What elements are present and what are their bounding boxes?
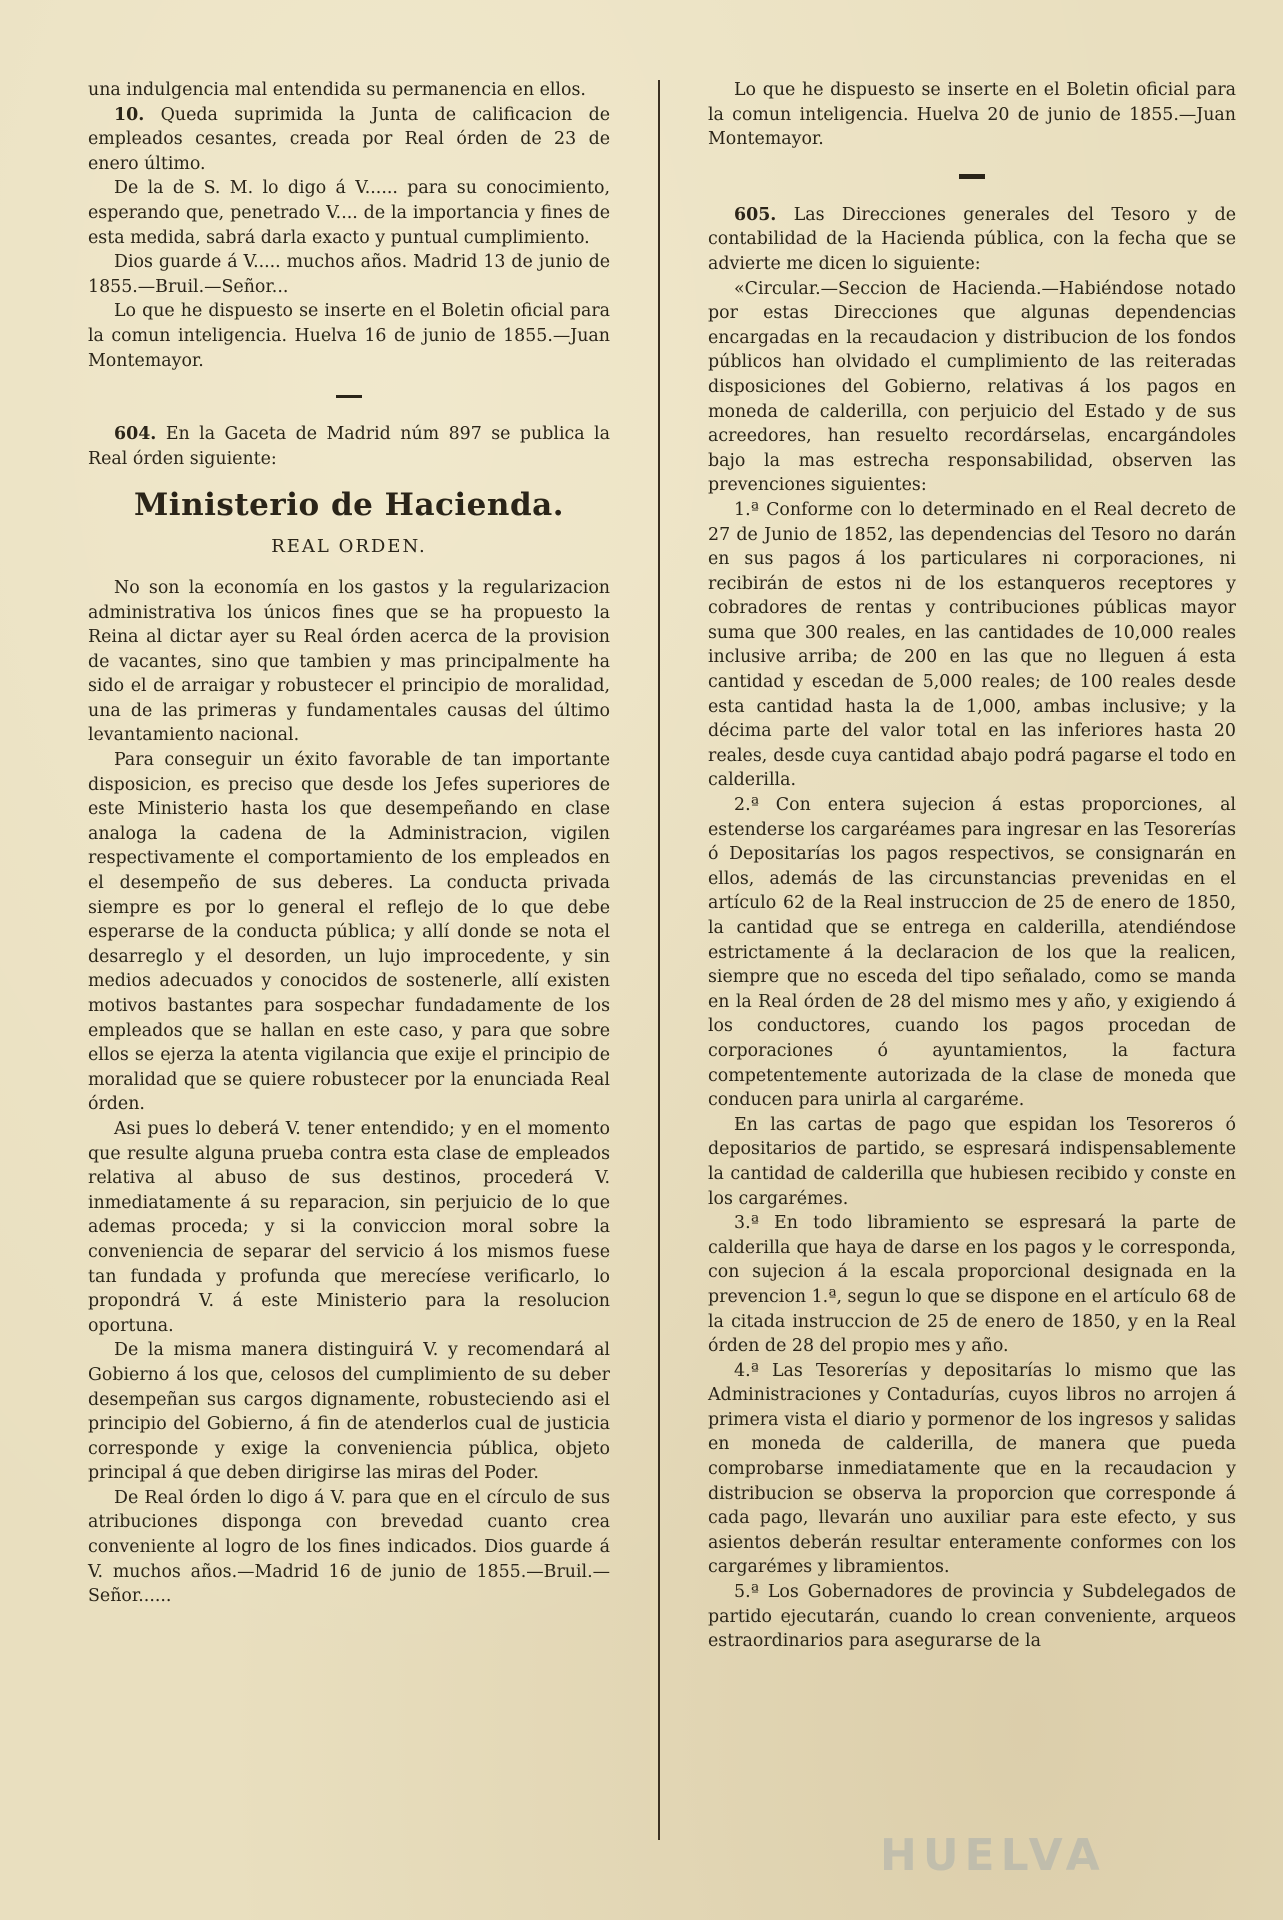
article-10-publication: Lo que he dispuesto se inserte en el Boletin oficial para la comun inteligencia. Huelva 16 de junio de 1855.—Juan Montemayor.: [88, 301, 610, 371]
item-605-number: 605.: [734, 204, 777, 225]
rule-1: 1.ª Conforme con lo determinado en el Real decreto de 27 de Junio de 1852, las dependencias del Tesoro no darán en sus pagos á los particulares ni corporaciones, ni recibirán de estos ni de los estanqueros receptores y cobradores de rentas y contribuciones públicas mayor suma que 300 reales, en las cantidades de 10,000 reales inclusive arriba; de 200 en las que no lleguen á esta cantidad y escedan de 5,000 reales; de 100 reales desde esta cantidad hasta la de 1,000, ambas inclusive; y la décima parte del valor total en las inferiores hasta 20 reales, desde cuya cantidad abajo podrá pagarse el todo en calderilla.: [708, 499, 1236, 791]
article-10-text: Queda suprimida la Junta de calificacion de empleados cesantes, creada por Real órden de 23 de enero último.: [88, 104, 610, 174]
rule-3: 3.ª En todo libramiento se espresará la parte de calderilla que haya de darse en los pagos y le corresponda, con sujecion á la escala proporcional designada en la prevencion 1.ª, segun lo que se dispone en el artículo 68 de la citada instruccion de 25 de enero de 1850, y en la Real órden de 28 del propio mes y año.: [708, 1213, 1236, 1357]
rule-5: 5.ª Los Gobernadores de provincia y Subdelegados de partido ejecutarán, cuando lo crean conveniente, arqueos estraordinarios para asegurarse de la: [708, 1582, 1236, 1652]
section-divider-right: [959, 174, 985, 179]
circular-paragraph: «Circular.—Seccion de Hacienda.—Habiéndose notado por estas Direcciones que algunas dependencias encargadas en la recaudacion y distribucion de los fondos públicos han olvidado el cumplimiento de las reiteradas disposiciones del Gobierno, relativas á los pagos en moneda de calderilla, con perjuicio del Estado y de sus acreedores, han resuelto recordárselas, encargándoles bajo la mas estrecha responsabilidad, observen las prevenciones siguientes:: [708, 278, 1236, 496]
article-10-signature: Dios guarde á V..... muchos años. Madrid 13 de junio de 1855.—Bruil.—Señor...: [88, 252, 610, 297]
rule-2: 2.ª Con entera sujecion á estas proporciones, al estenderse los cargaréames para ingresar en las Tesorerías ó Depositarías los pagos respectivos, se consignarán en ellos, además de las circunstancias prevenidas en el artículo 62 de la Real instruccion de 25 de enero de 1850, la cantidad que se entrega en calderilla, atendiéndose estrictamente á la declaracion de los que la realicen, siempre que no esceda del tipo señalado, como se manda en la Real órden de 28 del mismo mes y año, y exigiendo á los conductores, cuando los pagos procedan de corporaciones ó ayuntamientos, la factura competentemente autorizada de la clase de moneda que conducen para unirla al cargaréme.: [708, 795, 1236, 1111]
article-10-number: 10.: [114, 104, 145, 125]
article-10-closing: De la de S. M. lo digo á V...... para su conocimiento, esperando que, penetrado V.... de la importancia y fines de esta medida, sabrá darla exacto y puntual cumplimiento.: [88, 178, 610, 248]
order-paragraph-3: Asi pues lo deberá V. tener entendido; y en el momento que resulte alguna prueba contra esta clase de empleados relativa al abuso de sus destinos, procederá V. inmediatamente á su reparacion, sin perjuicio de lo que ademas proceda; y si la conviccion moral sobre la conveniencia de separar del servicio á los mismos fuese tan fundada y profunda que merecíese verificarlo, lo propondrá V. á este Ministerio para la resolucion oportuna.: [88, 1118, 610, 1336]
order-paragraph-1: No son la economía en los gastos y la regularizacion administrativa los únicos fines que se ha propuesto la Reina al dictar ayer su Real órden acerca de la provision de vacantes, sino que tambien y mas principalmente ha sido el de arraigar y robustecer el principio de moralidad, una de las primeras y fundamentales causas del último levantamiento nacional.: [88, 577, 610, 746]
right-column: [708, 78, 1236, 1654]
ministry-title: Ministerio de Hacienda.: [133, 487, 564, 524]
rule-2-continued: En las cartas de pago que espidan los Tesoreros ó depositarios de partido, se espresará indispensablemente la cantidad de calderilla que hubiesen recibido y conste en los cargarémes.: [708, 1114, 1236, 1209]
left-column: [88, 78, 610, 1609]
item-605-text: Las Direcciones generales del Tesoro y de contabilidad de la Hacienda pública, con la fecha que se advierte me dicen lo siguiente:: [708, 204, 1236, 274]
rule-4: 4.ª Las Tesorerías y depositarías lo mismo que las Administraciones y Contadurías, cuyos libros no arrojen á primera vista el diario y pormenor de los ingresos y salidas en moneda de calderilla, de manera que pueda comprobarse inmediatamente que en la recaudacion y distribucion se observa la proporcion que corresponde á cada pago, llevarán uno auxiliar para este efecto, y sus asientos deberán resultar enteramente conformes con los cargarémes y libramientos.: [708, 1360, 1236, 1578]
real-orden-heading: REAL ORDEN.: [271, 536, 427, 558]
item-605: [708, 203, 1236, 277]
publication-notice: Lo que he dispuesto se inserte en el Boletin oficial para la comun inteligencia. Huelva 20 de junio de 1855.—Juan Montemayor.: [708, 80, 1236, 150]
item-604-text: En la Gaceta de Madrid núm 897 se publica la Real órden siguiente:: [88, 424, 610, 469]
column-divider: [658, 80, 660, 1840]
article-10: [88, 103, 610, 177]
order-paragraph-4: De la misma manera distinguirá V. y recomendará al Gobierno á los que, celosos del cumplimiento de su deber desempeñan sus cargos dignamente, robusteciendo asi el principio del Gobierno, á fin de atenderlos cual de justicia corresponde y exige la conveniencia pública, objeto principal á que deben dirigirse las miras del Poder.: [88, 1340, 610, 1484]
order-paragraph-2: Para conseguir un éxito favorable de tan importante disposicion, es preciso que desde los Jefes superiores de este Ministerio hasta los que desempeñando en clase analoga la cadena de la Administracion, vigilen respectivamente el comportamiento de los empleados en el desempeño de sus deberes. La conducta privada siempre es por lo general el reflejo de lo que debe esperarse de la conducta pública; y allí donde se nota el desarreglo y el desorden, un lujo improcedente, y sin medios adecuados y conocidos de sostenerle, allí existen motivos bastantes para sospechar fundadamente de los empleados que se hallan en este caso, y para que sobre ellos se ejerza la atenta vigilancia que exije el principio de moralidad que se quiere robustecer por la enunciada Real órden.: [88, 750, 610, 1115]
section-divider: [336, 395, 362, 398]
archive-watermark: HUELVA: [880, 1830, 1106, 1881]
order-paragraph-5: De Real órden lo digo á V. para que en el círculo de sus atribuciones disponga con brevedad cuanto crea conveniente al logro de los fines indicados. Dios guarde á V. muchos años.—Madrid 16 de junio de 1855.—Bruil.—Señor......: [88, 1487, 610, 1607]
intro-paragraph: una indulgencia mal entendida su permanencia en ellos.: [88, 80, 586, 100]
item-604: [88, 422, 610, 471]
item-604-number: 604.: [114, 424, 157, 445]
